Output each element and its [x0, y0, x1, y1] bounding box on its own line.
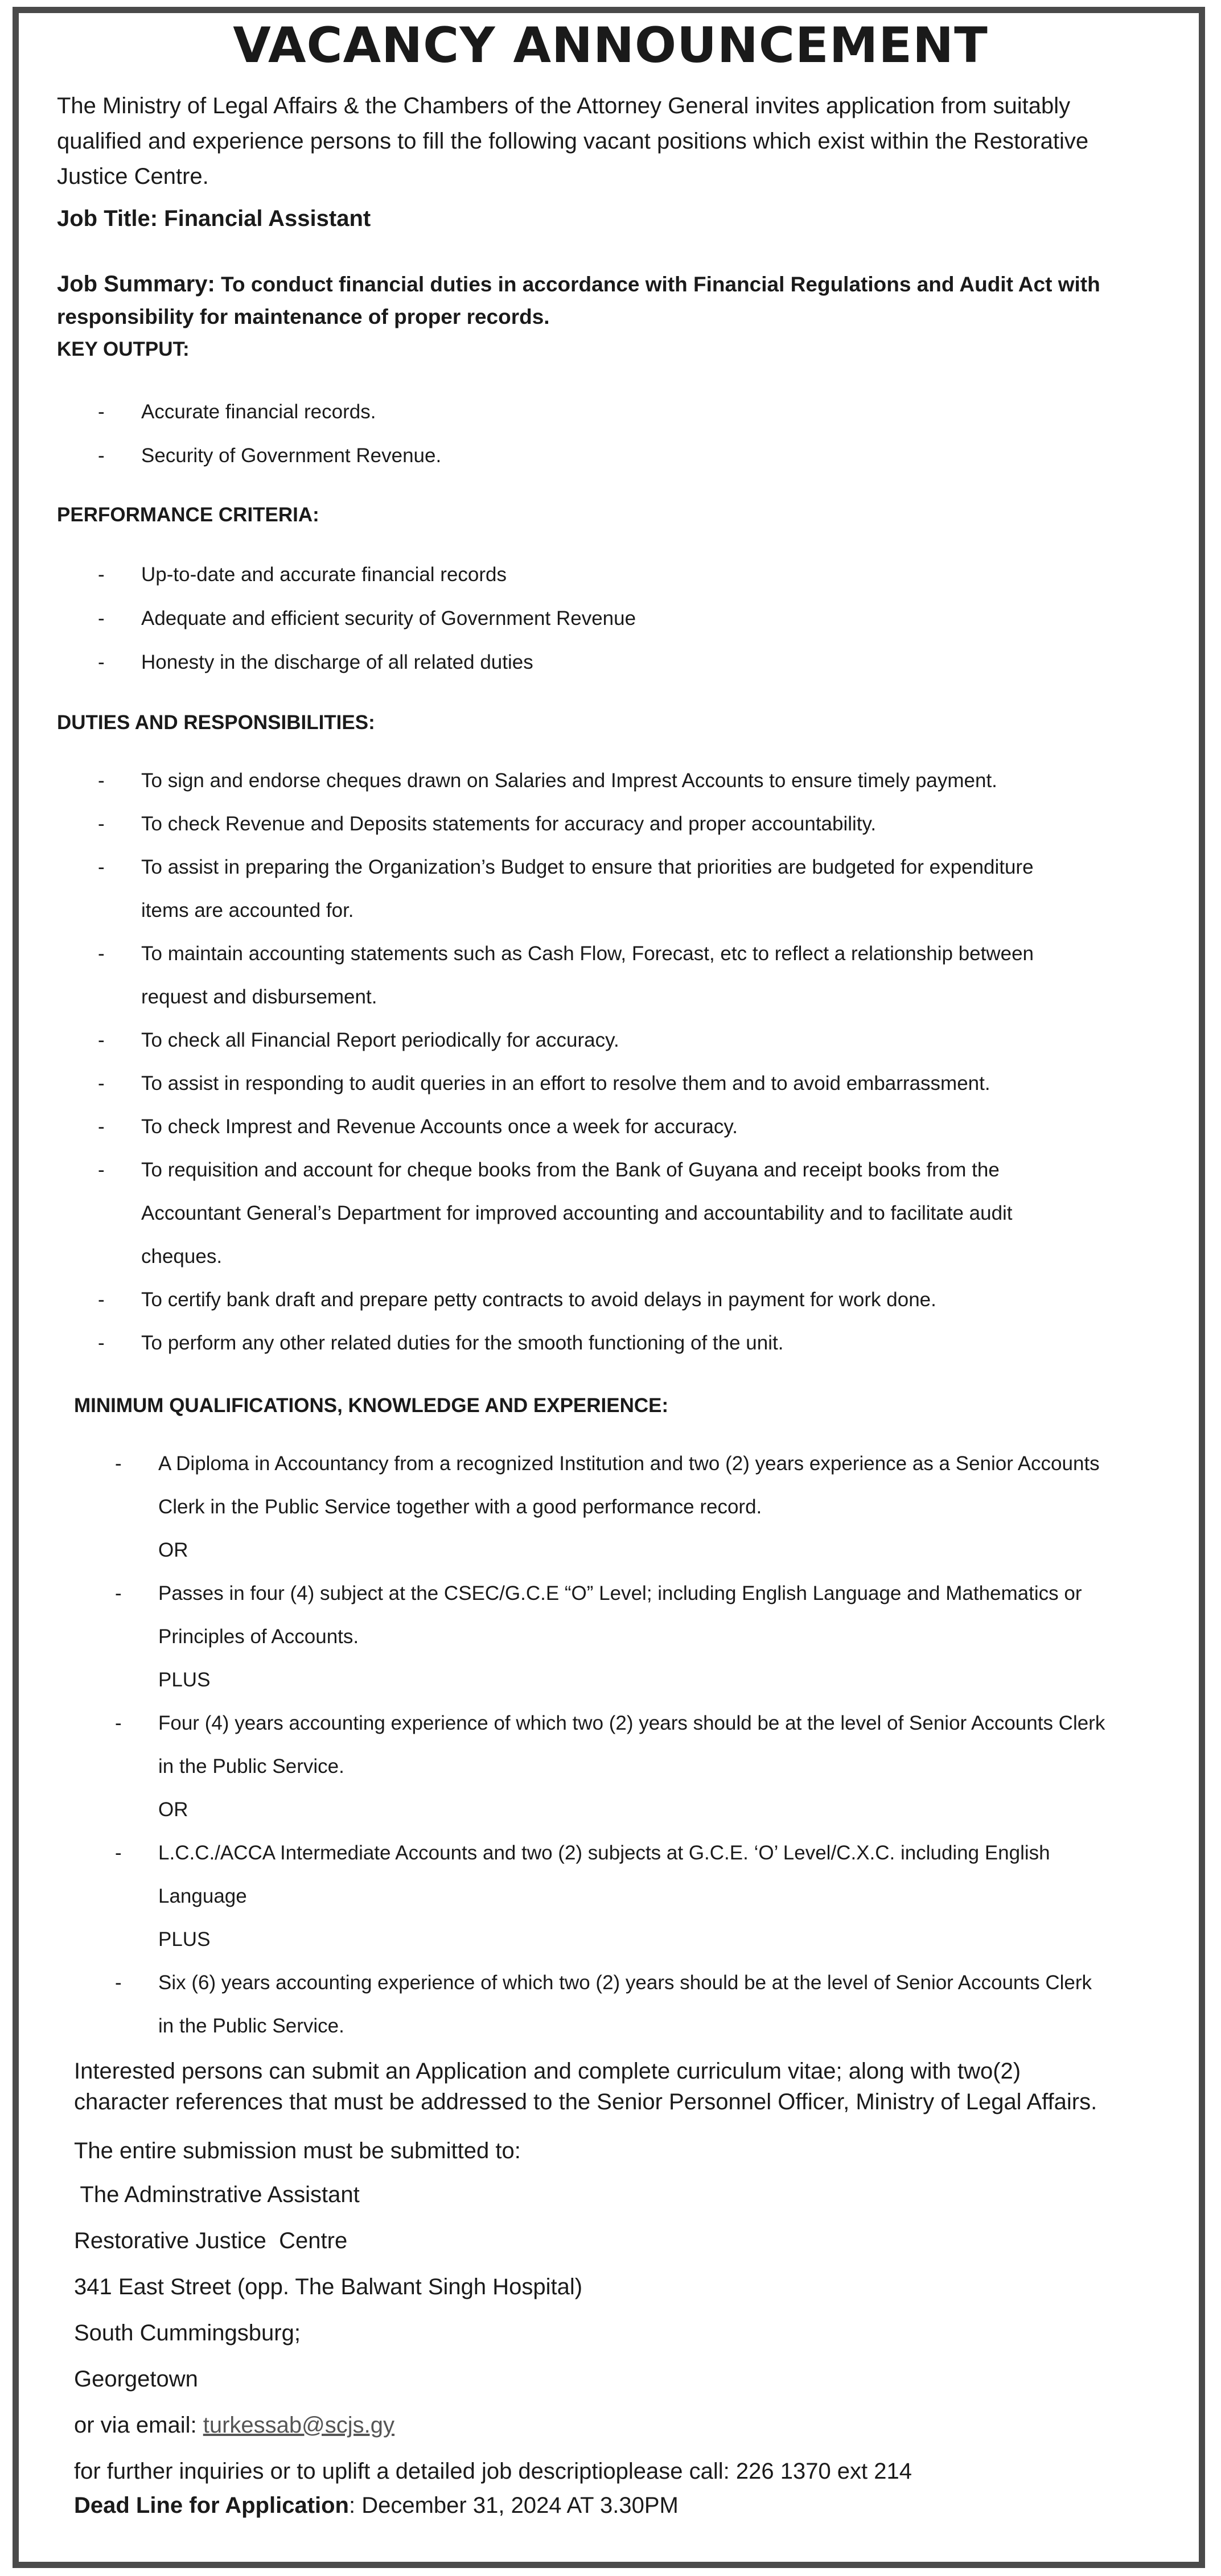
- closing-line-2: character references that must be addressed to the Senior Personnel Officer, Ministry of Legal Affairs.: [74, 2089, 1097, 2114]
- qualification-continuation: in the Public Service.: [158, 1755, 344, 1777]
- email-link[interactable]: turkessab@scjs.gy: [203, 2413, 395, 2438]
- bullet-dash: -: [98, 856, 105, 878]
- list-item-text: Accurate financial records.: [141, 401, 376, 423]
- job-summary-line-2: responsibility for maintenance of proper records.: [57, 305, 550, 328]
- bullet-dash: -: [98, 769, 105, 792]
- job-summary-label: Job Summary:: [57, 271, 215, 297]
- qualification-continuation: Principles of Accounts.: [158, 1626, 359, 1648]
- address-district: South Cummingsburg;: [74, 2320, 301, 2345]
- list-item-text: To certify bank draft and prepare petty contracts to avoid delays in payment for work done.: [141, 1289, 936, 1311]
- bullet-dash: -: [115, 1842, 122, 1864]
- intro-line-2: qualified and experience persons to fill the following vacant positions which exist within the Restorative: [57, 129, 1089, 154]
- bullet-dash: -: [98, 813, 105, 835]
- list-item-text: Six (6) years accounting experience of which two (2) years should be at the level of Senior Accounts Clerk: [158, 1972, 1092, 1994]
- list-item-text: Passes in four (4) subject at the CSEC/G.C.E “O” Level; including English Language and Mathematics or: [158, 1582, 1082, 1604]
- job-summary-text: To conduct financial duties in accordance with Financial Regulations and Audit Act with: [215, 273, 1100, 296]
- bullet-dash: -: [98, 1289, 105, 1311]
- list-item-text: To sign and endorse cheques drawn on Salaries and Imprest Accounts to ensure timely payment.: [141, 769, 997, 792]
- bullet-dash: -: [98, 1116, 105, 1138]
- list-item-text: A Diploma in Accountancy from a recognized Institution and two (2) years experience as a Senior Accounts: [158, 1452, 1100, 1475]
- list-item-text: To assist in responding to audit queries in an effort to resolve them and to avoid embarrassment.: [141, 1072, 990, 1094]
- list-item-continuation: items are accounted for.: [141, 899, 354, 921]
- list-item-text: To check all Financial Report periodically for accuracy.: [141, 1029, 619, 1051]
- page-title: VACANCY ANNOUNCEMENT: [233, 17, 988, 74]
- qualification-connector: PLUS: [158, 1669, 211, 1691]
- bullet-dash: -: [98, 563, 105, 586]
- list-item-continuation: Accountant General’s Department for improved accounting and accountability and to facilitate audit: [141, 1202, 1013, 1224]
- list-item-text: To maintain accounting statements such as Cash Flow, Forecast, etc to reflect a relationship between: [141, 943, 1034, 965]
- list-item-text: To assist in preparing the Organization’s Budget to ensure that priorities are budgeted for expenditure: [141, 856, 1034, 878]
- qualification-connector: PLUS: [158, 1928, 211, 1950]
- list-item-text: Security of Government Revenue.: [141, 445, 442, 467]
- qualification-connector: OR: [158, 1539, 188, 1561]
- bullet-dash: -: [98, 607, 105, 629]
- list-item-continuation: cheques.: [141, 1245, 223, 1268]
- list-item-text: Four (4) years accounting experience of which two (2) years should be at the level of Senior Accounts Clerk: [158, 1712, 1105, 1734]
- address-centre: Restorative Justice Centre: [74, 2228, 348, 2253]
- bullet-dash: -: [98, 943, 105, 965]
- deadline-line: [74, 2493, 679, 2519]
- bullet-dash: -: [98, 401, 105, 423]
- qualifications-heading: MINIMUM QUALIFICATIONS, KNOWLEDGE AND EXPERIENCE:: [74, 1394, 669, 1417]
- qualification-continuation: Clerk in the Public Service together with a good performance record.: [158, 1496, 762, 1518]
- list-item-text: To perform any other related duties for the smooth functioning of the unit.: [141, 1332, 784, 1354]
- bullet-dash: -: [98, 651, 105, 673]
- list-item-text: To check Revenue and Deposits statements for accuracy and proper accountability.: [141, 813, 877, 835]
- list-item-text: To check Imprest and Revenue Accounts once a week for accuracy.: [141, 1116, 738, 1138]
- bullet-dash: -: [98, 1159, 105, 1181]
- submission-instruction: The entire submission must be submitted to:: [74, 2138, 521, 2163]
- intro-line-1: The Ministry of Legal Affairs & the Chambers of the Attorney General invites application from suitably: [57, 93, 1071, 118]
- qualification-continuation: in the Public Service.: [158, 2015, 344, 2037]
- bullet-dash: -: [115, 1712, 122, 1734]
- key-output-heading: KEY OUTPUT:: [57, 338, 190, 360]
- job-summary-line-1: [57, 268, 1100, 301]
- bullet-dash: -: [98, 1332, 105, 1354]
- list-item-continuation: request and disbursement.: [141, 986, 377, 1008]
- list-item-text: Adequate and efficient security of Government Revenue: [141, 607, 636, 629]
- deadline-value: : December 31, 2024 AT 3.30PM: [349, 2493, 679, 2518]
- bullet-dash: -: [115, 1582, 122, 1604]
- duties-heading: DUTIES AND RESPONSIBILITIES:: [57, 711, 375, 734]
- deadline-label: Dead Line for Application: [74, 2493, 349, 2518]
- email-line: [74, 2413, 394, 2438]
- email-prefix: or via email:: [74, 2413, 203, 2438]
- address-street: 341 East Street (opp. The Balwant Singh Hospital): [74, 2274, 583, 2299]
- intro-line-3: Justice Centre.: [57, 164, 209, 189]
- bullet-dash: -: [115, 1972, 122, 1994]
- list-item-text: Up-to-date and accurate financial records: [141, 563, 507, 586]
- address-city: Georgetown: [74, 2367, 198, 2392]
- closing-line-1: Interested persons can submit an Application and complete curriculum vitae; along with two(2): [74, 2059, 1021, 2084]
- performance-criteria-heading: PERFORMANCE CRITERIA:: [57, 504, 319, 526]
- bullet-dash: -: [98, 445, 105, 467]
- job-title: Job Title: Financial Assistant: [57, 206, 371, 231]
- list-item-text: Honesty in the discharge of all related duties: [141, 651, 533, 673]
- list-item-text: To requisition and account for cheque books from the Bank of Guyana and receipt books from the: [141, 1159, 1000, 1181]
- list-item-text: L.C.C./ACCA Intermediate Accounts and two (2) subjects at G.C.E. ‘O’ Level/C.X.C. including English: [158, 1842, 1050, 1864]
- qualification-continuation: Language: [158, 1885, 247, 1907]
- bullet-dash: -: [98, 1072, 105, 1094]
- bullet-dash: -: [115, 1452, 122, 1475]
- bullet-dash: -: [98, 1029, 105, 1051]
- inquiries-line: for further inquiries or to uplift a detailed job descriptioplease call: 226 1370 ext 214: [74, 2459, 912, 2484]
- qualification-connector: OR: [158, 1799, 188, 1821]
- address-recipient: The Adminstrative Assistant: [74, 2182, 360, 2207]
